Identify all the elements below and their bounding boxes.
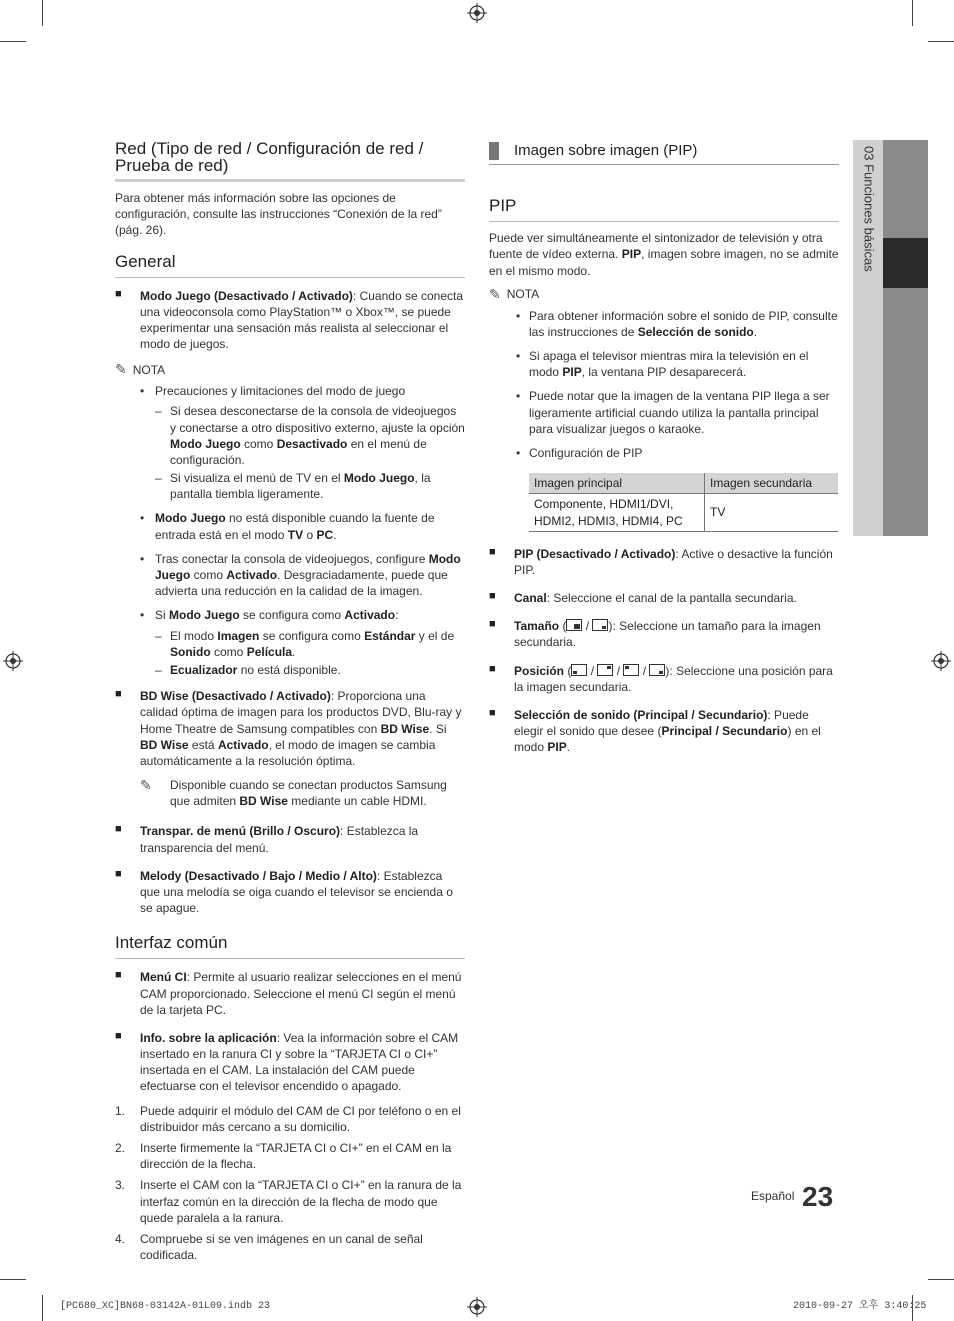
print-info-file: [PC680_XC]BN68-03142A-01L09.indb 23	[60, 1301, 271, 1312]
registration-mark-icon	[931, 651, 951, 671]
chapter-label: 03 Funciones básicas	[861, 146, 877, 272]
note-item: • Para obtener información sobre el sonido de PIP, consulte las instrucciones de Selección de sonido.	[489, 308, 839, 340]
crop-mark	[928, 1279, 954, 1280]
canal-item: ■ Canal: Seleccione el canal de la pantalla secundaria.	[489, 590, 839, 606]
general-title: General	[115, 251, 465, 278]
step-item: 4. Compruebe si se ven imágenes en un canal de señal codificada.	[115, 1231, 423, 1263]
note-subitem: – Ecualizador no está disponible.	[115, 662, 465, 678]
transpar-item: ■ Transpar. de menú (Brillo / Oscuro): Establezca la transparencia del menú.	[115, 823, 465, 855]
page-number: 23	[802, 1181, 834, 1212]
table-row	[529, 494, 838, 531]
print-info-date: 2010-09-27 오후 3:40:25	[793, 1301, 927, 1312]
pip-item: ■ PIP (Desactivado / Activado): Active o desactive la función PIP.	[489, 546, 839, 578]
crop-mark	[42, 0, 43, 26]
table-header: Imagen secundaria	[705, 473, 839, 494]
note-header: ✎ NOTA	[115, 361, 166, 378]
note-subitem: – Si desea desconectarse de la consola de videojuegos y conectarse a otro dispositivo externo, ajuste la opción Modo Juego como Desactivado en el menú de configuración.	[115, 403, 465, 468]
pip-position-top-right-icon	[597, 664, 613, 676]
table-cell: TV	[705, 494, 839, 531]
table-header: Imagen principal	[529, 473, 705, 494]
crop-mark	[42, 1295, 43, 1321]
pip-position-bottom-right-icon	[649, 664, 665, 676]
chapter-side-tab	[853, 140, 928, 536]
info-app-item: ■ Info. sobre la aplicación: Vea la información sobre el CAM insertado en la ranura CI y sobre la “TARJETA CI o CI+” insertada en el CAM. La instalación del CAM puede efectuarse con el televisor encendido o apagado.	[115, 1030, 465, 1095]
note-item: • Si apaga el televisor mientras mira la televisión en el modo PIP, la ventana PIP desaparecerá.	[489, 348, 839, 380]
note-item: • Configuración de PIP	[489, 445, 839, 461]
registration-mark-icon	[467, 3, 487, 23]
crop-mark	[928, 41, 954, 42]
note-item: • Modo Juego no está disponible cuando la fuente de entrada está en el modo TV o PC.	[115, 510, 465, 542]
bd-wise-item: ■ BD Wise (Desactivado / Activado): Proporciona una calidad óptima de imagen para los productos DVD, Blu-ray y Home Theatre de Samsung compatibles con BD Wise. Si BD Wise está Activado, el modo de imagen se cambia automáticamente a la resolución óptima.	[115, 688, 465, 769]
menu-ci-item: ■ Menú CI: Permite al usuario realizar selecciones en el menú CAM proporcionado. Seleccione el menú CI según el menú de la tarjeta PC.	[115, 969, 465, 1018]
pencil-icon: ✎	[489, 285, 501, 302]
note-subitem: – El modo Imagen se configura como Estándar y el de Sonido como Película.	[115, 628, 465, 660]
note-subitem: – Si visualiza el menú de TV en el Modo Juego, la pantalla tiembla ligeramente.	[115, 470, 465, 502]
tamano-item: ■ Tamaño ( / ): Seleccione un tamaño para la imagen secundaria.	[489, 618, 839, 650]
step-item: 2. Inserte firmemente la “TARJETA CI o CI+” en el CAM en la dirección de la flecha.	[115, 1141, 452, 1172]
bd-wise-note: ✎ Disponible cuando se conectan productos Samsung que admiten BD Wise mediante un cable HDMI.	[140, 777, 447, 809]
crop-mark	[912, 0, 913, 26]
footer-language: Español	[751, 1189, 795, 1203]
pencil-icon: ✎	[115, 361, 127, 378]
note-item: • Precauciones y limitaciones del modo de juego	[115, 383, 465, 399]
pip-section-title: Imagen sobre imagen (PIP)	[489, 140, 839, 165]
table-cell: Componente, HDMI1/DVI, HDMI2, HDMI3, HDMI4, PC	[529, 494, 705, 531]
modo-juego-item: ■ Modo Juego (Desactivado / Activado): Cuando se conecta una videoconsola como PlayStation™ o Xbox™, se puede experimentar una sensación más realista al seleccionar el modo de juegos.	[115, 288, 465, 353]
pip-size-large-icon	[566, 619, 582, 631]
note-item: • Puede notar que la imagen de la ventana PIP llega a ser ligeramente artificial cuando utiliza la pantalla principal para visualizar juegos o karaoke.	[489, 388, 839, 437]
seleccion-sonido-item: ■ Selección de sonido (Principal / Secundario): Puede elegir el sonido que desee (Principal / Secundario) en el modo PIP.	[489, 707, 839, 756]
melody-item: ■ Melody (Desactivado / Bajo / Medio / Alto): Establezca que una melodía se oiga cuando el televisor se encienda o se apague.	[115, 868, 465, 917]
pip-size-small-icon	[592, 619, 608, 631]
note-item: • Tras conectar la consola de videojuegos, configure Modo Juego como Activado. Desgraciadamente, puede que advierta una reducción en la calidad de la imagen.	[115, 551, 465, 600]
pip-description: Puede ver simultáneamente el sintonizador de televisión y otra fuente de vídeo externa. PIP, imagen sobre imagen, no se admite en el mismo modo.	[489, 231, 839, 278]
registration-mark-icon	[467, 1297, 487, 1317]
chapter-marker	[883, 238, 928, 288]
posicion-item: ■ Posición ( / / / ): Seleccione una posición para la imagen secundaria.	[489, 663, 839, 695]
pip-position-bottom-left-icon	[571, 664, 587, 676]
pip-title: PIP	[489, 195, 839, 222]
red-description: Para obtener más información sobre las opciones de configuración, consulte las instrucciones “Conexión de la red” (pág. 26).	[115, 191, 442, 238]
left-column	[115, 140, 465, 1268]
note-item: • Si Modo Juego se configura como Activado:	[115, 607, 465, 623]
red-section-title: Red (Tipo de red / Configuración de red / Prueba de red)	[115, 140, 465, 182]
interfaz-title: Interfaz común	[115, 932, 465, 959]
step-item: 1. Puede adquirir el módulo del CAM de CI por teléfono o en el distribuidor más cercano a su domicilio.	[115, 1103, 461, 1134]
crop-mark	[0, 41, 26, 42]
registration-mark-icon	[3, 651, 23, 671]
pip-config-table	[529, 473, 838, 532]
right-column	[489, 140, 839, 764]
pip-position-top-left-icon	[623, 664, 639, 676]
step-item: 3. Inserte el CAM con la “TARJETA CI o CI+” en la ranura de la interfaz común en la dirección de la flecha de modo que quede paralela a la ranura.	[115, 1178, 462, 1225]
pencil-icon: ✎	[140, 777, 152, 794]
note-header: ✎ NOTA	[489, 285, 540, 302]
crop-mark	[0, 1279, 26, 1280]
